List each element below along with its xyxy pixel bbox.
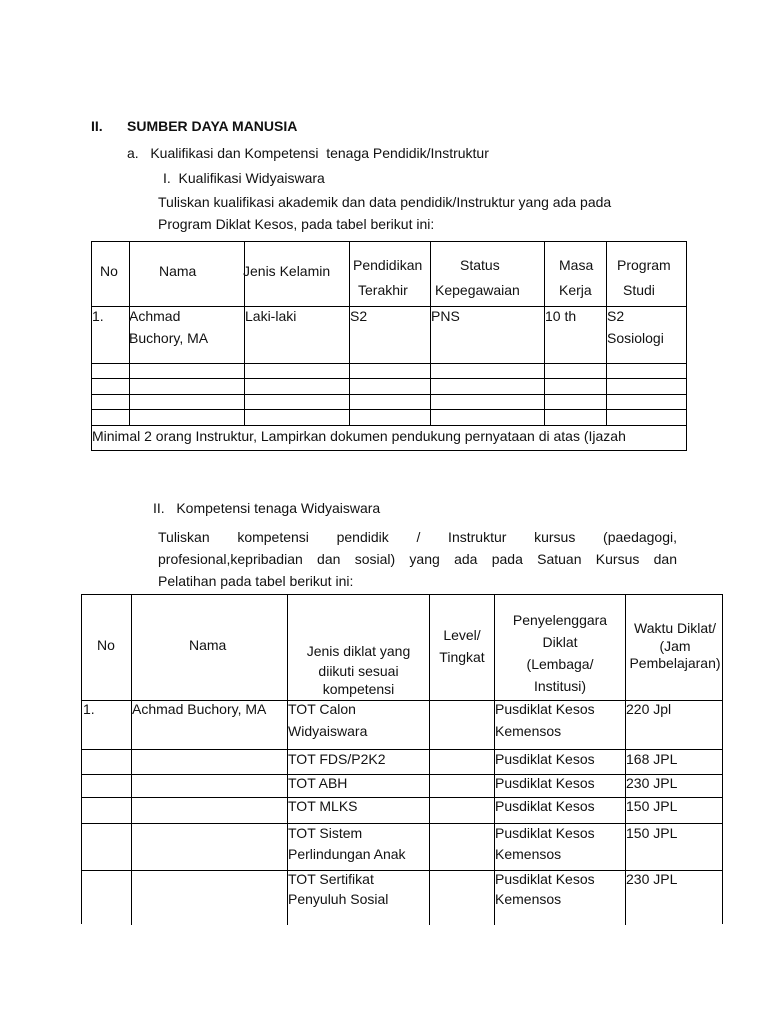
intro-line-1: Tuliskan kualifikasi akademik dan data pendidik/Instruktur yang ada pada	[158, 194, 612, 210]
t2-header-waktu-3: Pembelajaran)	[629, 655, 721, 671]
t2-row-penyelenggara: Kemensos	[495, 723, 562, 739]
t2-row-no: 1.	[83, 701, 95, 717]
t2-header-waktu: Waktu Diklat/	[634, 620, 716, 636]
t2-row-penyelenggara: Pusdiklat Kesos	[495, 775, 595, 791]
t2-row-penyelenggara: Pusdiklat Kesos	[495, 825, 595, 841]
header-status-2: Kepegawaian	[435, 282, 520, 298]
header-masa-2: Kerja	[559, 282, 592, 298]
t2-header-level-2: Tingkat	[439, 649, 485, 665]
row-masa: 10 th	[545, 308, 577, 324]
competence-para-line-3: Pelatihan pada tabel berikut ini:	[158, 573, 354, 589]
t2-row-waktu: 168 JPL	[626, 751, 678, 767]
row-status: PNS	[431, 308, 460, 324]
t2-header-level: Level/	[443, 627, 481, 643]
t2-row-waktu: 150 JPL	[626, 825, 678, 841]
competence-para-line-1: Tuliskan kompetensi pendidik / Instruktur kursus (paedagogi,	[158, 529, 677, 545]
t2-row-penyelenggara: Pusdiklat Kesos	[495, 798, 595, 814]
subsection-ii: II. Kompetensi tenaga Widyaiswara	[153, 500, 381, 516]
header-nama: Nama	[159, 263, 197, 279]
qualification-table	[91, 241, 687, 451]
t2-row-jenis: TOT ABH	[288, 775, 348, 791]
t2-row-jenis: TOT Sertifikat	[288, 871, 374, 887]
t2-header-no: No	[97, 637, 115, 653]
t2-row-waktu: 150 JPL	[626, 798, 678, 814]
header-pendidikan-2: Terakhir	[358, 282, 408, 298]
t2-row-waktu: 220 Jpl	[626, 701, 672, 717]
t2-header-penyelenggara-2: Diklat	[542, 634, 578, 650]
row-nama-2: Buchory, MA	[129, 330, 209, 346]
t2-row-penyelenggara: Pusdiklat Kesos	[495, 701, 595, 717]
row-jenis-kelamin: Laki-laki	[245, 308, 297, 324]
header-status: Status	[460, 257, 500, 273]
t2-row-penyelenggara: Pusdiklat Kesos	[495, 751, 595, 767]
t2-header-jenis-3: kompetensi	[322, 681, 395, 697]
table1-footer-note: Minimal 2 orang Instruktur, Lampirkan dokumen pendukung pernyataan di atas (Ijazah	[92, 428, 626, 444]
header-jenis-kelamin: Jenis Kelamin	[243, 263, 331, 279]
row-no: 1.	[92, 308, 104, 324]
t2-header-waktu-2: (Jam	[659, 638, 691, 654]
t2-header-nama: Nama	[189, 637, 227, 653]
t2-row-waktu: 230 JPL	[626, 871, 678, 887]
t2-header-penyelenggara: Penyelenggara	[512, 612, 608, 628]
subsection-i: I. Kualifikasi Widyaiswara	[163, 170, 325, 186]
row-program: S2	[607, 308, 625, 324]
t2-row-jenis: Penyuluh Sosial	[288, 891, 389, 907]
t2-header-jenis: Jenis diklat yang	[306, 643, 411, 659]
t2-row-jenis: Perlindungan Anak	[288, 846, 406, 862]
t2-row-waktu: 230 JPL	[626, 775, 678, 791]
t2-row-penyelenggara: Pusdiklat Kesos	[495, 871, 595, 887]
header-masa: Masa	[559, 257, 594, 273]
t2-header-penyelenggara-3: (Lembaga/	[526, 656, 594, 672]
t2-row-jenis: TOT Sistem	[288, 825, 363, 841]
t2-header-jenis-2: diikuti sesuai	[318, 663, 399, 679]
header-pendidikan: Pendidikan	[353, 257, 423, 273]
t2-row-penyelenggara: Kemensos	[495, 891, 562, 907]
competence-table	[81, 594, 723, 924]
row-nama: Achmad	[129, 308, 181, 324]
header-program-2: Studi	[623, 282, 655, 298]
t2-row-penyelenggara: Kemensos	[495, 846, 562, 862]
t2-row-jenis: TOT Calon	[288, 701, 356, 717]
row-program-2: Sosiologi	[607, 330, 664, 346]
t2-header-penyelenggara-4: Institusi)	[533, 678, 587, 694]
intro-line-2: Program Diklat Kesos, pada tabel berikut ini:	[158, 216, 435, 232]
t2-row-jenis: TOT FDS/P2K2	[288, 751, 386, 767]
section-title: SUMBER DAYA MANUSIA	[127, 118, 298, 134]
t2-row-nama: Achmad Buchory, MA	[132, 701, 267, 717]
t2-row-jenis: Widyaiswara	[288, 723, 368, 739]
header-no: No	[100, 263, 118, 279]
header-program: Program	[617, 257, 671, 273]
section-number: II.	[91, 118, 103, 134]
subsection-a: a. Kualifikasi dan Kompetensi tenaga Pendidik/Instruktur	[127, 145, 489, 161]
t2-row-jenis: TOT MLKS	[288, 798, 358, 814]
competence-para-line-2: profesional,kepribadian dan sosial) yang ada pada Satuan Kursus dan	[158, 551, 677, 567]
row-pendidikan: S2	[350, 308, 368, 324]
